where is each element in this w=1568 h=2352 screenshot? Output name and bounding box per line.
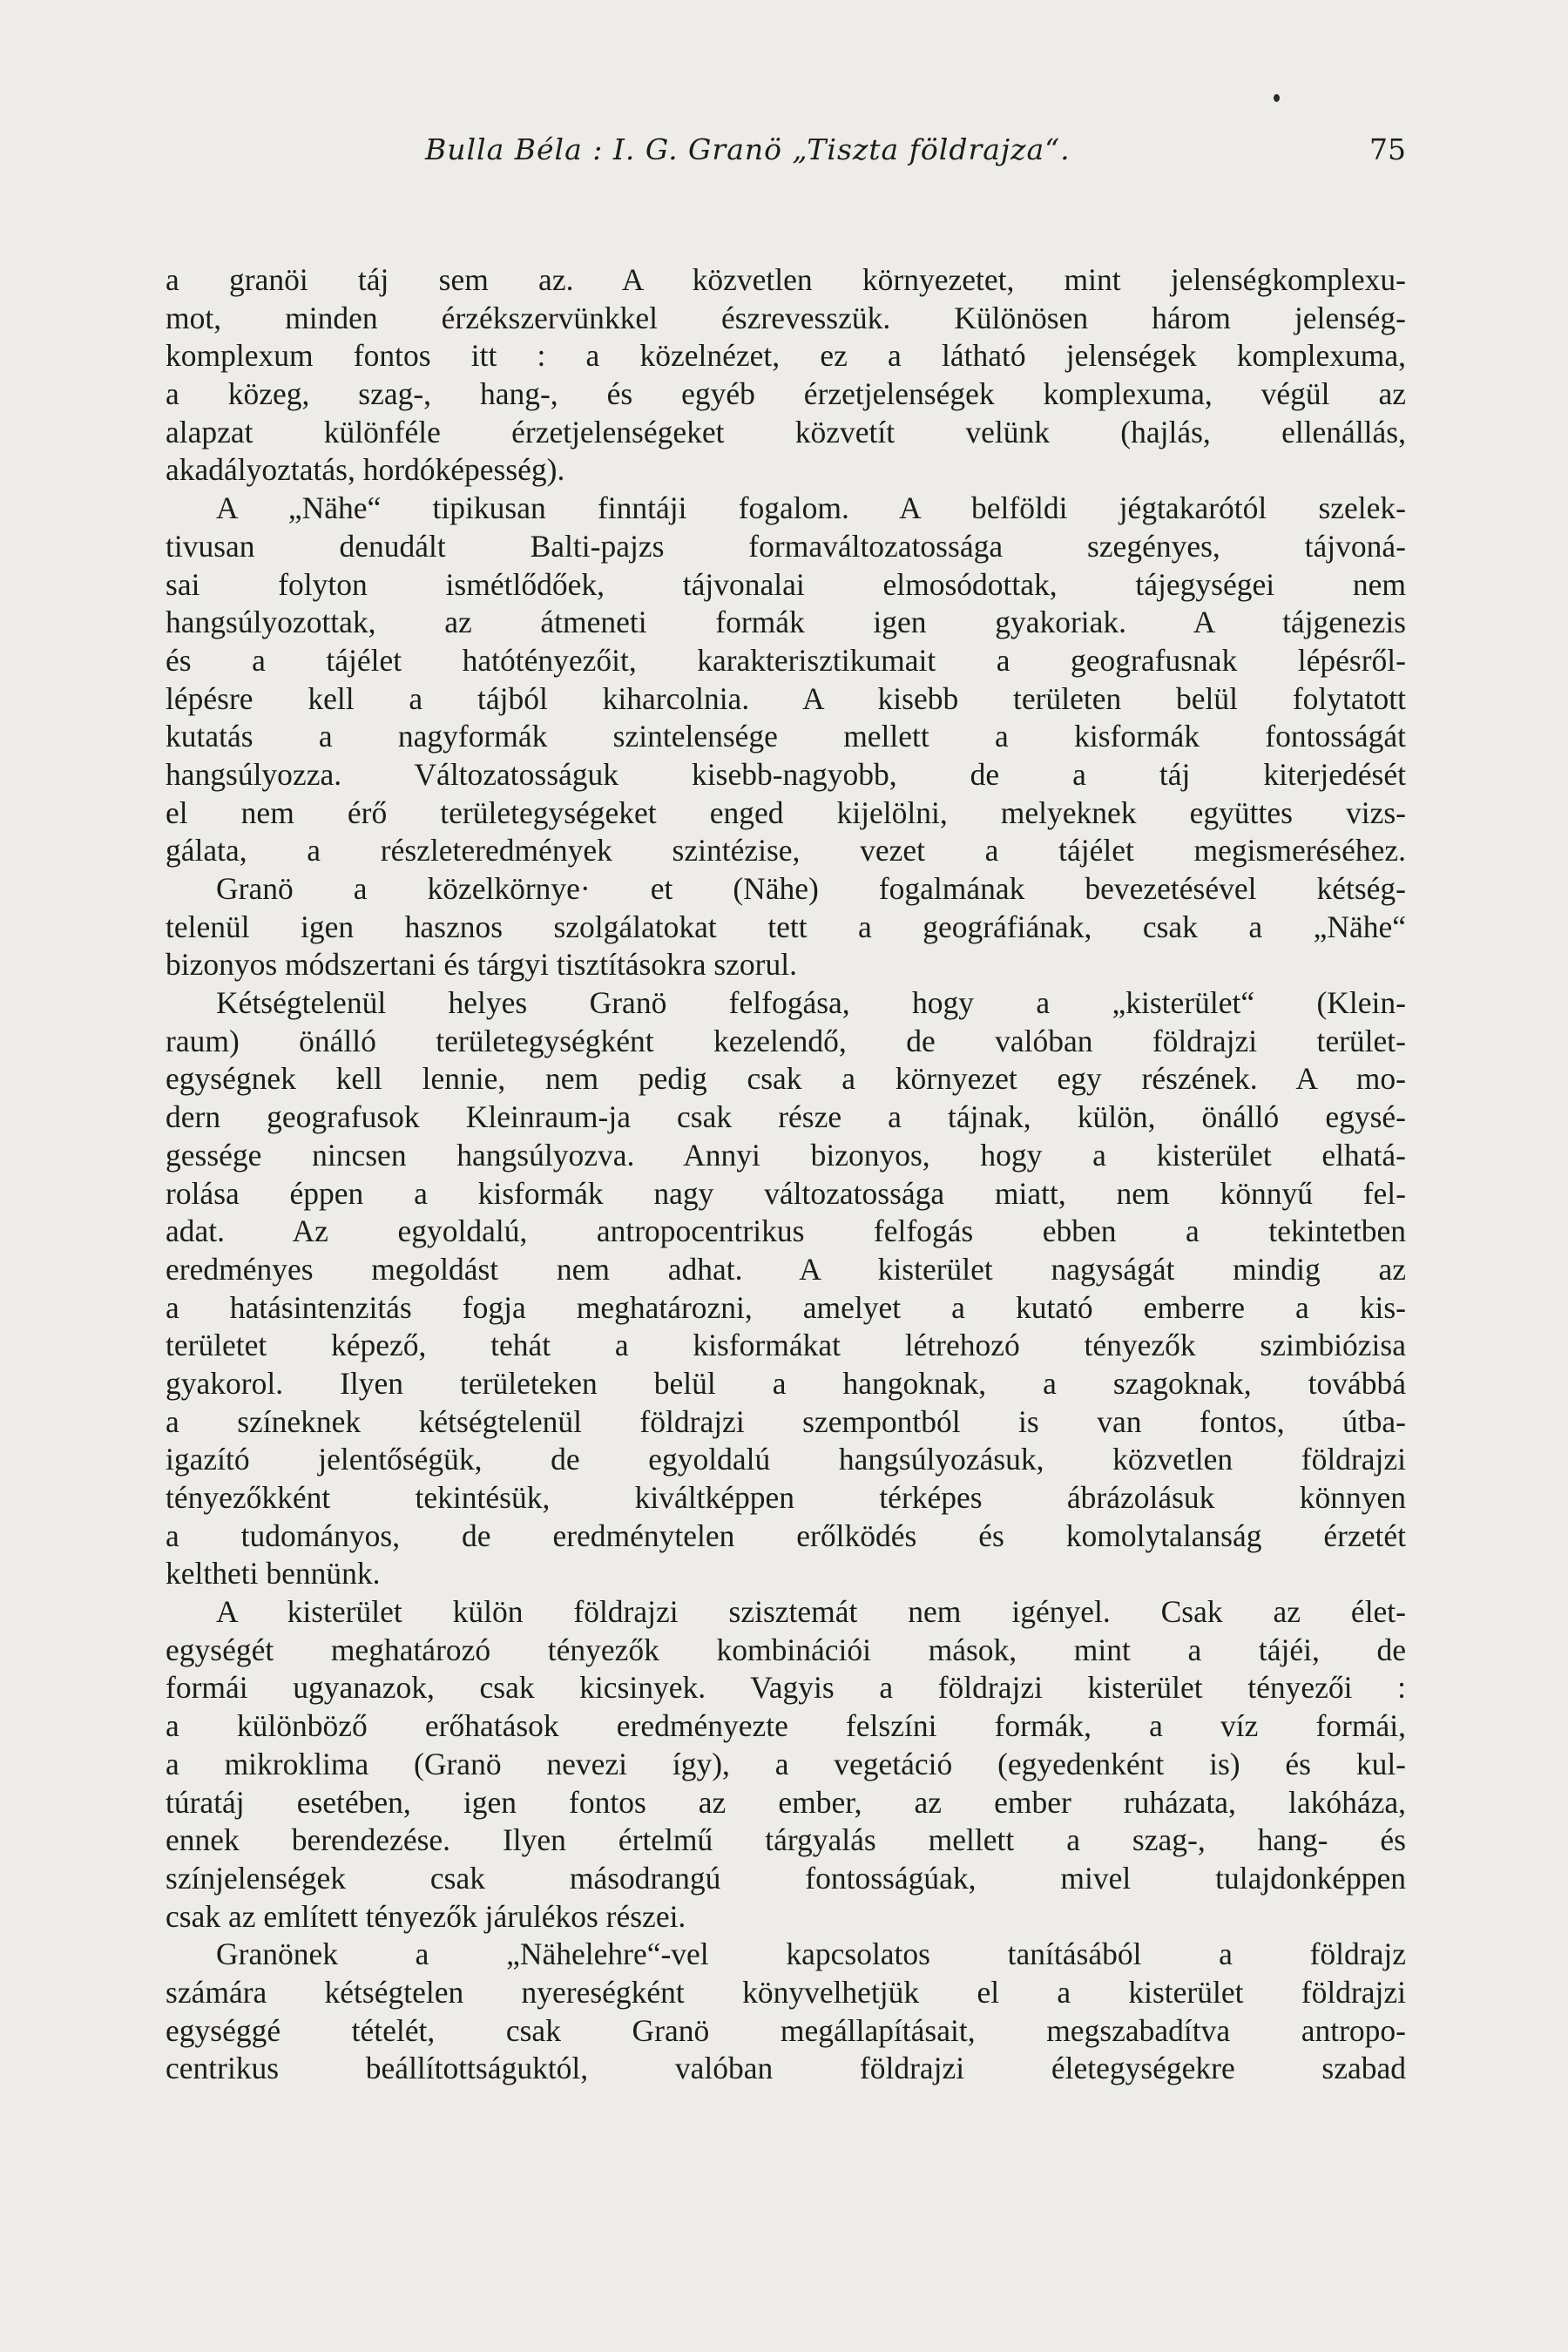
text-line: adat. Az egyoldalú, antropocentrikus felfogás ebben a tekintetben — [166, 1213, 1406, 1249]
text-line: tivusan denudált Balti-pajzs formaváltozatossága szegényes, tájvoná- — [166, 528, 1406, 564]
text-line: akadályoztatás, hordóképesség). — [166, 452, 565, 488]
text-line: dern geografusok Kleinraum-ja csak része a tájnak, külön, önálló egysé- — [166, 1099, 1406, 1135]
text-line: egységgé tételét, csak Granö megállapításait, megszabadítva antropo- — [166, 2012, 1406, 2048]
text-line: hangsúlyozza. Változatosságuk kisebb-nagyobb, de a táj kiterjedését — [166, 756, 1406, 792]
text-line: a mikroklima (Granö nevezi így), a vegetáció (egyedenként is) és kul- — [166, 1746, 1406, 1781]
text-line: a közeg, szag-, hang-, és egyéb érzetjelenségek komplexuma, végül az — [166, 376, 1406, 412]
text-line: sai folyton ismétlődőek, tájvonalai elmosódottak, tájegységei nem — [166, 566, 1406, 602]
text-line: túratáj esetében, igen fontos az ember, az ember ruházata, lakóháza, — [166, 1784, 1406, 1820]
running-title: Bulla Béla : I. G. Granö „Tiszta földrajza“. — [425, 132, 1071, 166]
text-line: a hatásintenzitás fogja meghatározni, amelyet a kutató emberre a kis- — [166, 1289, 1406, 1325]
text-line: lépésre kell a tájból kiharcolnia. A kisebb területen belül folytatott — [166, 680, 1406, 716]
text-line: hangsúlyozottak, az átmeneti formák igen gyakoriak. A tájgenezis — [166, 605, 1406, 640]
body-text — [166, 261, 1406, 2088]
text-line: Granönek a „Nähelehre“-vel kapcsolatos tanításából a földrajz — [216, 1936, 1406, 1972]
text-line: mot, minden érzékszervünkkel észrevesszük. Különösen három jelenség- — [166, 300, 1406, 335]
text-line: telenül igen hasznos szolgálatokat tett a geográfiának, csak a „Nähe“ — [166, 909, 1406, 944]
text-line: formái ugyanazok, csak kicsinyek. Vagyis a földrajzi kisterület tényezői : — [166, 1670, 1406, 1706]
text-line: eredményes megoldást nem adhat. A kisterület nagyságát mindig az — [166, 1251, 1406, 1287]
text-line: gyakorol. Ilyen területeken belül a hangoknak, a szagoknak, továbbá — [166, 1365, 1406, 1401]
text-line: Granö a közelkörnye· et (Nähe) fogalmának bevezetésével kétség- — [216, 871, 1406, 906]
text-line: centrikus beállítottságuktól, valóban földrajzi életegységekre szabad — [166, 2051, 1406, 2086]
text-line: rolása éppen a kisformák nagy változatossága miatt, nem könnyű fel- — [166, 1175, 1406, 1211]
text-line: gálata, a részleteredmények szintézise, vezet a tájélet megismeréséhez. — [166, 833, 1406, 868]
text-line: A „Nähe“ tipikusan finntáji fogalom. A belföldi jégtakarótól szelek- — [216, 490, 1406, 526]
text-line: a granöi táj sem az. A közvetlen környezetet, mint jelenségkomplexu- — [166, 262, 1406, 297]
text-line: alapzat különféle érzetjelenségeket közvetít velünk (hajlás, ellenállás, — [166, 414, 1406, 449]
text-line: Kétségtelenül helyes Granö felfogása, hogy a „kisterület“ (Klein- — [216, 985, 1406, 1021]
text-line: keltheti bennünk. — [166, 1556, 381, 1592]
page-header — [166, 132, 1406, 176]
text-line: A kisterület külön földrajzi szisztemát nem igényel. Csak az élet- — [216, 1594, 1406, 1630]
page-number: 75 — [1369, 132, 1406, 166]
text-line: színjelenségek csak másodrangú fontosságúak, mivel tulajdonképpen — [166, 1860, 1406, 1896]
text-line: kutatás a nagyformák szintelensége mellett a kisformák fontosságát — [166, 719, 1406, 754]
text-line: egységét meghatározó tényezők kombinációi mások, mint a tájéi, de — [166, 1632, 1406, 1667]
text-line: számára kétségtelen nyereségként könyvelhetjük el a kisterület földrajzi — [166, 1974, 1406, 2010]
text-line: tényezőkként tekintésük, kiváltképpen térképes ábrázolásuk könnyen — [166, 1480, 1406, 1515]
text-line: a tudományos, de eredménytelen erőlködés és komolytalanság érzetét — [166, 1517, 1406, 1553]
text-line: a különböző erőhatások eredményezte felszíni formák, a víz formái, — [166, 1708, 1406, 1744]
text-line: igazító jelentőségük, de egyoldalú hangsúlyozásuk, közvetlen földrajzi — [166, 1442, 1406, 1477]
text-line: a színeknek kétségtelenül földrajzi szempontból is van fontos, útba- — [166, 1403, 1406, 1439]
ink-dot — [1274, 94, 1280, 102]
text-line: csak az említett tényezők járulékos részei. — [166, 1898, 686, 1934]
text-line: gessége nincsen hangsúlyozva. Annyi bizonyos, hogy a kisterület elhatá- — [166, 1137, 1406, 1173]
text-line: területet képező, tehát a kisformákat létrehozó tényezők szimbiózisa — [166, 1328, 1406, 1363]
text-line: ennek berendezése. Ilyen értelmű tárgyalás mellett a szag-, hang- és — [166, 1822, 1406, 1858]
text-line: bizonyos módszertani és tárgyi tisztításokra szorul. — [166, 947, 797, 983]
text-line: raum) önálló területegységként kezelendő, de valóban földrajzi terület- — [166, 1023, 1406, 1058]
text-line: egységnek kell lennie, nem pedig csak a környezet egy részének. A mo- — [166, 1061, 1406, 1097]
text-line: el nem érő területegységeket enged kijelölni, melyeknek együttes vizs- — [166, 794, 1406, 830]
text-line: és a tájélet hatótényezőit, karakterisztikumait a geografusnak lépésről- — [166, 642, 1406, 678]
text-line: komplexum fontos itt : a közelnézet, ez a látható jelenségek komplexuma, — [166, 338, 1406, 374]
